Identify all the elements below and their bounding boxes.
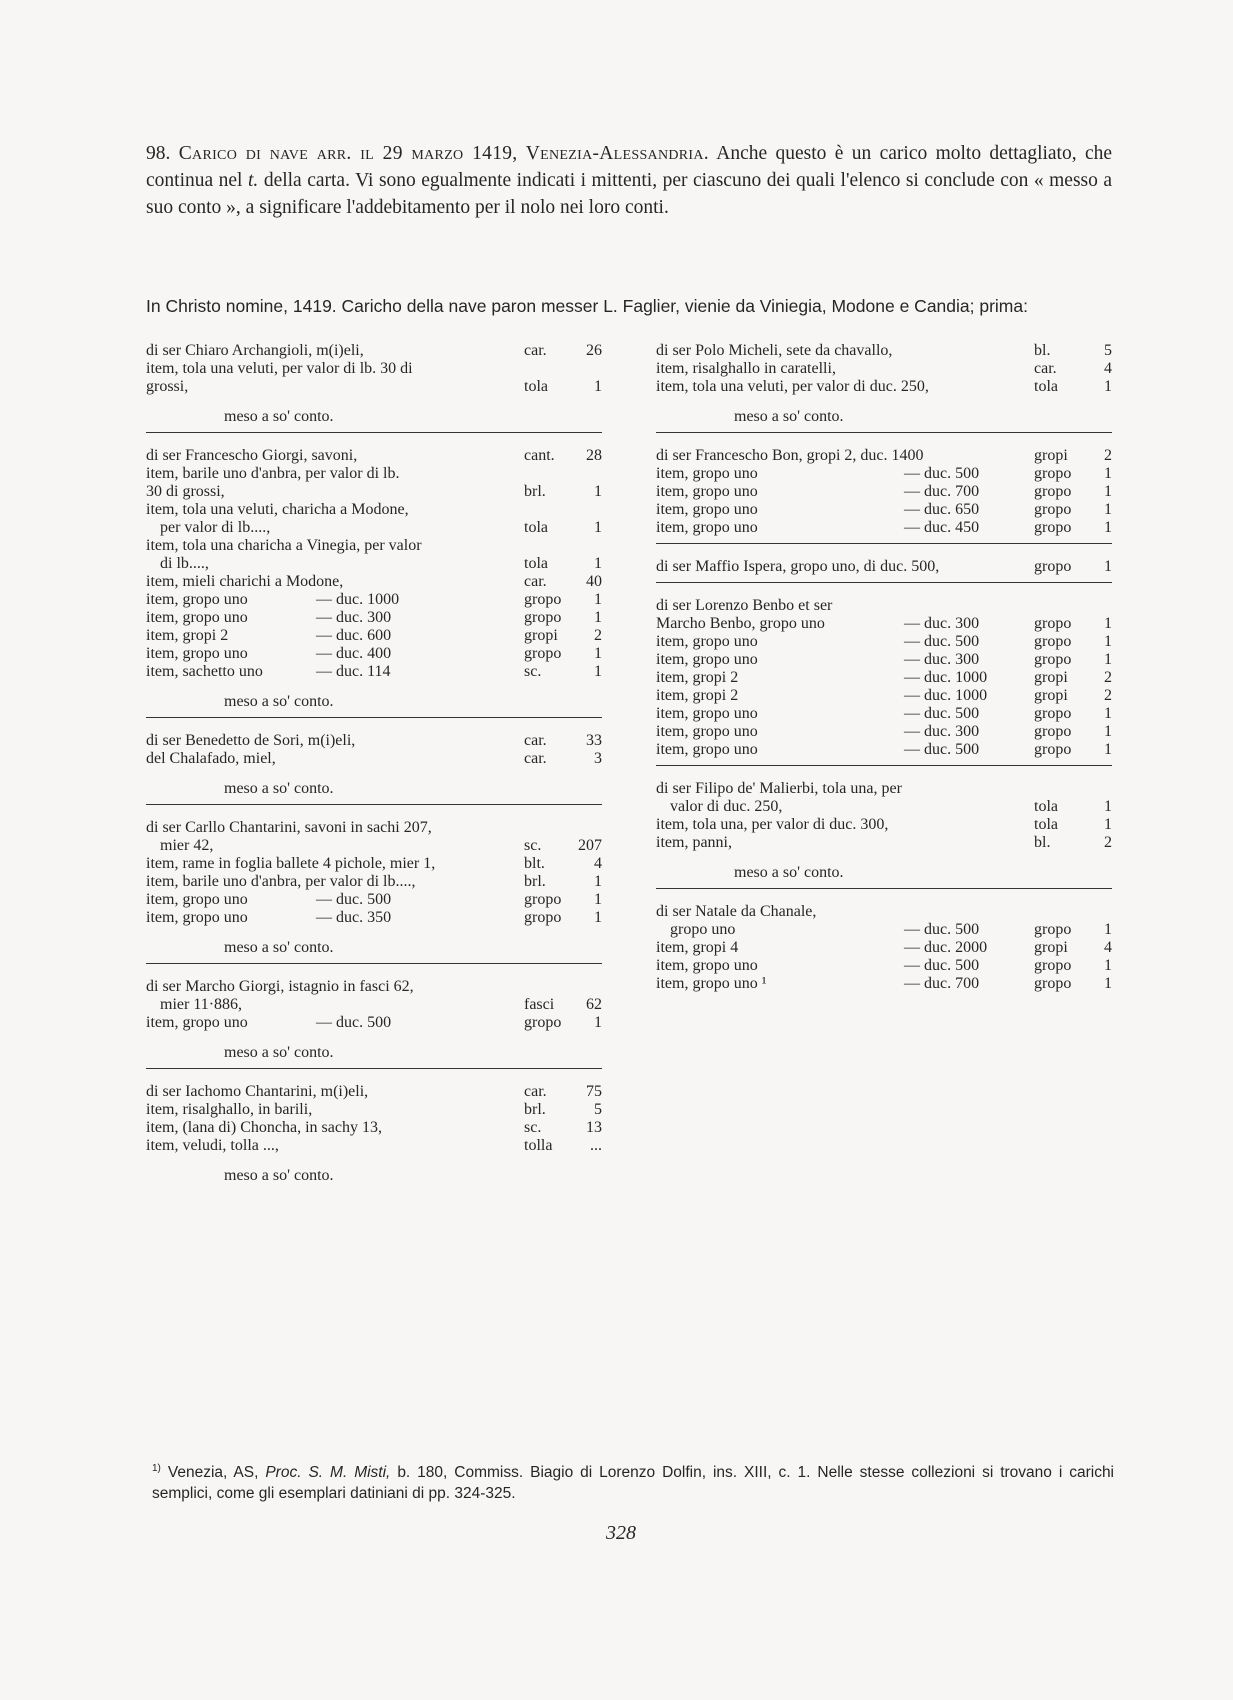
sender-entry [146, 728, 602, 798]
cargo-line [146, 819, 602, 837]
unit: tola [1034, 798, 1058, 815]
cargo-line [146, 750, 602, 768]
unit: gropo [524, 591, 562, 608]
quantity: 28 [586, 447, 602, 464]
account-note: meso a so' conto. [224, 693, 334, 710]
entry-divider [146, 1068, 602, 1069]
quantity: 1 [594, 663, 602, 680]
unit: tolla [524, 1137, 553, 1154]
item-description: di ser Chiaro Archangioli, m(i)eli, [146, 342, 364, 359]
quantity: 75 [586, 1083, 602, 1100]
quantity: 1 [1104, 501, 1112, 518]
unit: sc. [524, 1119, 542, 1136]
entry-divider [146, 432, 602, 433]
quantity: 33 [586, 732, 602, 749]
unit: gropi [1034, 687, 1068, 704]
quantity: 2 [594, 627, 602, 644]
entry-divider [656, 765, 1112, 766]
unit: gropi [524, 627, 558, 644]
cargo-line [146, 447, 602, 465]
quantity: 5 [1104, 342, 1112, 359]
item-description: item, gropo uno [656, 483, 758, 500]
quantity: 4 [1104, 360, 1112, 377]
item-description: mier 11·886, [160, 996, 243, 1013]
quantity: 1 [594, 519, 602, 536]
item-description: item, veludi, tolla ..., [146, 1137, 279, 1154]
item-description: di ser Lorenzo Benbo et ser [656, 597, 833, 614]
item-description: di ser Filipo de' Malierbi, tola una, per [656, 780, 902, 797]
cargo-line [146, 837, 602, 855]
unit: car. [524, 750, 547, 767]
entry-divider [656, 543, 1112, 544]
entry-divider [656, 582, 1112, 583]
cargo-line [146, 555, 602, 573]
ducat-value: — duc. 300 [316, 609, 392, 626]
cargo-line [146, 519, 602, 537]
item-description: item, gropo uno ¹ [656, 975, 767, 992]
footnote-text-2: b. 180, Commiss. Biagio di Lorenzo Dolfin, ins. XIII, c. 1. Nelle stesse collezioni si trovano i carichi semplici, come gli esemplari datiniani di pp. 324-325. [152, 1464, 1115, 1503]
quantity: 1 [1104, 651, 1112, 668]
account-note: meso a so' conto. [224, 939, 334, 956]
item-description: item, tola una veluti, per valor di duc. 250, [656, 378, 929, 395]
item-description: item, gropo uno [656, 741, 758, 758]
ducat-value: — duc. 300 [904, 615, 980, 632]
ducat-value: — duc. 500 [904, 741, 980, 758]
quantity: 2 [1104, 669, 1112, 686]
unit: cant. [524, 447, 555, 464]
account-note: meso a so' conto. [224, 1167, 334, 1184]
right-column [656, 338, 1112, 993]
item-description: di ser Marcho Giorgi, istagnio in fasci 62, [146, 978, 414, 995]
item-description: item, gropo uno [146, 909, 248, 926]
item-description: per valor di lb...., [160, 519, 271, 536]
item-description: item, gropi 2 [146, 627, 229, 644]
ducat-value: — duc. 600 [316, 627, 392, 644]
cargo-line [146, 732, 602, 750]
sender-entry [146, 1079, 602, 1185]
ducat-value: — duc. 300 [904, 723, 980, 740]
unit: gropo [1034, 483, 1072, 500]
cargo-line [656, 615, 1112, 633]
quantity: 1 [1104, 483, 1112, 500]
ducat-value: — duc. 650 [904, 501, 980, 518]
unit: gropo [1034, 465, 1072, 482]
item-description: item, gropo uno [656, 633, 758, 650]
item-description: item, gropo uno [146, 1014, 248, 1031]
item-description: item, risalghallo, in barili, [146, 1101, 313, 1118]
cargo-line [146, 609, 602, 627]
ducat-value: — duc. 1000 [904, 669, 988, 686]
unit: gropo [1034, 519, 1072, 536]
left-column [146, 338, 602, 1191]
ducat-value: — duc. 500 [316, 891, 392, 908]
item-description: di ser Francescho Bon, gropi 2, duc. 1400 [656, 447, 924, 464]
item-description: item, gropo uno [146, 609, 248, 626]
quantity: 1 [594, 591, 602, 608]
ducat-value: — duc. 500 [904, 921, 980, 938]
unit: tola [524, 555, 548, 572]
sender-entry [656, 338, 1112, 426]
cargo-line [656, 519, 1112, 537]
sender-entry [656, 554, 1112, 576]
quantity: 2 [1104, 834, 1112, 851]
quantity: 1 [1104, 465, 1112, 482]
cargo-line [656, 834, 1112, 852]
unit: gropo [1034, 975, 1072, 992]
entry-number: 98. [146, 143, 171, 164]
item-description: del Chalafado, miel, [146, 750, 276, 767]
quantity: 1 [594, 609, 602, 626]
sender-entry [656, 443, 1112, 537]
account-note: meso a so' conto. [734, 864, 844, 881]
cargo-line [146, 873, 602, 891]
item-description: di lb...., [160, 555, 209, 572]
item-description: item, panni, [656, 834, 732, 851]
sender-entry [146, 815, 602, 957]
item-description: item, tola una veluti, per valor di lb. 30 di [146, 360, 413, 377]
ducat-value: — duc. 2000 [904, 939, 988, 956]
quantity: 2 [1104, 687, 1112, 704]
item-description: di ser Maffio Ispera, gropo uno, di duc. 500, [656, 558, 940, 575]
quantity: 1 [594, 483, 602, 500]
unit: gropi [1034, 669, 1068, 686]
quantity: 1 [1104, 975, 1112, 992]
unit: tola [524, 378, 548, 395]
unit: gropo [1034, 921, 1072, 938]
unit: gropi [1034, 939, 1068, 956]
item-description: valor di duc. 250, [670, 798, 783, 815]
cargo-line [656, 378, 1112, 396]
unit: gropo [524, 645, 562, 662]
quantity: 4 [594, 855, 602, 872]
quantity: 62 [586, 996, 602, 1013]
item-description: 30 di grossi, [146, 483, 225, 500]
cargo-line [656, 975, 1112, 993]
account-note: meso a so' conto. [224, 1044, 334, 1061]
cargo-line [656, 360, 1112, 378]
cargo-line [146, 501, 602, 519]
ducat-value: — duc. 500 [904, 633, 980, 650]
account-note: meso a so' conto. [224, 408, 334, 425]
cargo-line [146, 1137, 602, 1155]
quantity: ... [590, 1137, 602, 1154]
unit: gropo [1034, 957, 1072, 974]
quantity: 1 [594, 1014, 602, 1031]
quantity: 26 [586, 342, 602, 359]
cargo-line [146, 1083, 602, 1101]
intro-abbrev: t. [248, 170, 259, 191]
unit: tola [1034, 378, 1058, 395]
sender-entry [656, 899, 1112, 993]
cargo-line [146, 465, 602, 483]
item-description: item, gropo uno [656, 465, 758, 482]
cargo-line [656, 816, 1112, 834]
quantity: 1 [594, 909, 602, 926]
unit: gropo [1034, 501, 1072, 518]
footnote-marker: 1) [152, 1463, 161, 1474]
item-description: item, rame in foglia ballete 4 pichole, mier 1, [146, 855, 436, 872]
unit: gropo [524, 1014, 562, 1031]
unit: tola [1034, 816, 1058, 833]
ducat-value: — duc. 500 [904, 705, 980, 722]
cargo-line [656, 483, 1112, 501]
cargo-line [146, 591, 602, 609]
item-description: di ser Natale da Chanale, [656, 903, 817, 920]
sender-entry [146, 338, 602, 426]
cargo-line [146, 537, 602, 555]
document-heading: In Christo nomine, 1419. Caricho della nave paron messer L. Faglier, vienie da Viniegia, Modone e Candia; prima: [146, 296, 1028, 316]
cargo-line [656, 501, 1112, 519]
unit: sc. [524, 663, 542, 680]
item-description: item, (lana di) Choncha, in sachy 13, [146, 1119, 382, 1136]
unit: car. [524, 573, 547, 590]
account-note: meso a so' conto. [734, 408, 844, 425]
item-description: di ser Carllo Chantarini, savoni in sachi 207, [146, 819, 432, 836]
ducat-value: — duc. 450 [904, 519, 980, 536]
unit: bl. [1034, 342, 1051, 359]
item-description: di ser Polo Micheli, sete da chavallo, [656, 342, 893, 359]
item-description: item, gropi 2 [656, 669, 739, 686]
cargo-line [656, 687, 1112, 705]
sender-entry [146, 443, 602, 711]
cargo-line [656, 741, 1112, 759]
cargo-line [146, 573, 602, 591]
item-description: item, gropo uno [656, 651, 758, 668]
unit: brl. [524, 1101, 546, 1118]
quantity: 1 [1104, 705, 1112, 722]
item-description: item, sachetto uno [146, 663, 263, 680]
cargo-line [146, 342, 602, 360]
item-description: item, gropo uno [146, 591, 248, 608]
item-description: item, gropo uno [656, 705, 758, 722]
unit: brl. [524, 873, 546, 890]
quantity: 1 [1104, 798, 1112, 815]
item-description: di ser Iachomo Chantarini, m(i)eli, [146, 1083, 369, 1100]
unit: gropo [1034, 615, 1072, 632]
ducat-value: — duc. 114 [316, 663, 391, 680]
quantity: 207 [578, 837, 602, 854]
cargo-line [656, 669, 1112, 687]
unit: fasci [524, 996, 555, 1013]
unit: gropo [524, 891, 562, 908]
cargo-line [146, 663, 602, 681]
page-number: 328 [606, 1522, 636, 1544]
item-description: di ser Francescho Giorgi, savoni, [146, 447, 358, 464]
ducat-value: — duc. 1000 [904, 687, 988, 704]
unit: blt. [524, 855, 545, 872]
item-description: item, tola una charicha a Vinegia, per valor [146, 537, 422, 554]
intro-text-2: della carta. Vi sono egualmente indicati i mittenti, per ciascuno dei quali l'elenco si conclude con « messo a suo conto », a significare l'addebitamento per il nolo nei loro conti. [146, 170, 1113, 218]
cargo-line [656, 342, 1112, 360]
entry-divider [656, 432, 1112, 433]
quantity: 1 [1104, 957, 1112, 974]
item-description: item, tola una, per valor di duc. 300, [656, 816, 889, 833]
cargo-line [146, 360, 602, 378]
ducat-value: — duc. 500 [904, 465, 980, 482]
quantity: 1 [1104, 378, 1112, 395]
quantity: 1 [594, 645, 602, 662]
ducat-value: — duc. 500 [316, 1014, 392, 1031]
item-description: item, gropi 2 [656, 687, 739, 704]
unit: brl. [524, 483, 546, 500]
cargo-line [146, 891, 602, 909]
unit: gropo [1034, 558, 1072, 575]
unit: gropo [524, 909, 562, 926]
quantity: 1 [594, 378, 602, 395]
cargo-line [146, 996, 602, 1014]
sender-entry [656, 776, 1112, 882]
entry-divider [146, 717, 602, 718]
unit: car. [1034, 360, 1057, 377]
unit: sc. [524, 837, 542, 854]
intro-text: Anche questo è un carico molto dettagliato, che continua nel [146, 143, 1113, 191]
unit: bl. [1034, 834, 1051, 851]
cargo-line [146, 1014, 602, 1032]
cargo-line [656, 921, 1112, 939]
item-description: item, gropo uno [146, 645, 248, 662]
ducat-value: — duc. 700 [904, 483, 980, 500]
entry-title: Carico di nave arr. il 29 marzo 1419, Venezia-Alessandria. [178, 143, 709, 164]
cargo-line [656, 651, 1112, 669]
unit: gropo [1034, 741, 1072, 758]
item-description: item, risalghallo in caratelli, [656, 360, 836, 377]
item-description: item, gropo uno [656, 957, 758, 974]
cargo-line [656, 705, 1112, 723]
item-description: item, mieli charichi a Modone, [146, 573, 344, 590]
unit: tola [524, 519, 548, 536]
item-description: item, gropo uno [656, 723, 758, 740]
cargo-line [146, 1101, 602, 1119]
footnote [152, 1458, 1114, 1504]
cargo-line [146, 909, 602, 927]
cargo-line [146, 627, 602, 645]
unit: gropo [1034, 651, 1072, 668]
entry-divider [146, 804, 602, 805]
quantity: 5 [594, 1101, 602, 1118]
quantity: 1 [1104, 519, 1112, 536]
footnote-source: Proc. S. M. Misti, [265, 1464, 391, 1482]
item-description: item, gropo uno [656, 519, 758, 536]
item-description: item, gropo uno [146, 891, 248, 908]
cargo-line [146, 645, 602, 663]
entry-divider [146, 963, 602, 964]
item-description: item, tola una veluti, charicha a Modone, [146, 501, 409, 518]
cargo-line [656, 939, 1112, 957]
intro-paragraph [146, 140, 1112, 221]
quantity: 1 [1104, 558, 1112, 575]
cargo-line [656, 780, 1112, 798]
cargo-line [146, 483, 602, 501]
unit: car. [524, 732, 547, 749]
cargo-line [146, 378, 602, 396]
unit: gropo [1034, 723, 1072, 740]
sender-entry [656, 593, 1112, 759]
cargo-line [656, 957, 1112, 975]
quantity: 1 [594, 555, 602, 572]
ducat-value: — duc. 500 [904, 957, 980, 974]
account-note: meso a so' conto. [224, 780, 334, 797]
quantity: 1 [1104, 633, 1112, 650]
cargo-line [656, 597, 1112, 615]
quantity: 3 [594, 750, 602, 767]
unit: gropi [1034, 447, 1068, 464]
quantity: 1 [594, 873, 602, 890]
quantity: 1 [1104, 723, 1112, 740]
cargo-line [656, 465, 1112, 483]
cargo-line [656, 447, 1112, 465]
item-description: grossi, [146, 378, 189, 395]
quantity: 1 [1104, 741, 1112, 758]
cargo-line [656, 633, 1112, 651]
item-description: item, barile uno d'anbra, per valor di lb...., [146, 873, 416, 890]
footnote-text: Venezia, AS, [167, 1464, 259, 1482]
ducat-value: — duc. 700 [904, 975, 980, 992]
ducat-value: — duc. 1000 [316, 591, 400, 608]
quantity: 1 [1104, 816, 1112, 833]
ducat-value: — duc. 400 [316, 645, 392, 662]
cargo-line [656, 558, 1112, 576]
item-description: di ser Benedetto de Sori, m(i)eli, [146, 732, 356, 749]
quantity: 4 [1104, 939, 1112, 956]
quantity: 2 [1104, 447, 1112, 464]
item-description: item, gropo uno [656, 501, 758, 518]
cargo-line [146, 855, 602, 873]
unit: car. [524, 1083, 547, 1100]
ducat-value: — duc. 350 [316, 909, 392, 926]
cargo-line [146, 978, 602, 996]
cargo-line [656, 723, 1112, 741]
item-description: item, gropi 4 [656, 939, 739, 956]
cargo-line [656, 798, 1112, 816]
quantity: 1 [594, 891, 602, 908]
cargo-line [656, 903, 1112, 921]
item-description: mier 42, [160, 837, 214, 854]
cargo-line [146, 1119, 602, 1137]
item-description: Marcho Benbo, gropo uno [656, 615, 825, 632]
ducat-value: — duc. 300 [904, 651, 980, 668]
sender-entry [146, 974, 602, 1062]
item-description: gropo uno [670, 921, 736, 938]
quantity: 1 [1104, 921, 1112, 938]
item-description: item, barile uno d'anbra, per valor di lb. [146, 465, 400, 482]
entry-divider [656, 888, 1112, 889]
unit: gropo [1034, 705, 1072, 722]
unit: gropo [1034, 633, 1072, 650]
quantity: 1 [1104, 615, 1112, 632]
unit: gropo [524, 609, 562, 626]
quantity: 13 [586, 1119, 602, 1136]
quantity: 40 [586, 573, 602, 590]
unit: car. [524, 342, 547, 359]
